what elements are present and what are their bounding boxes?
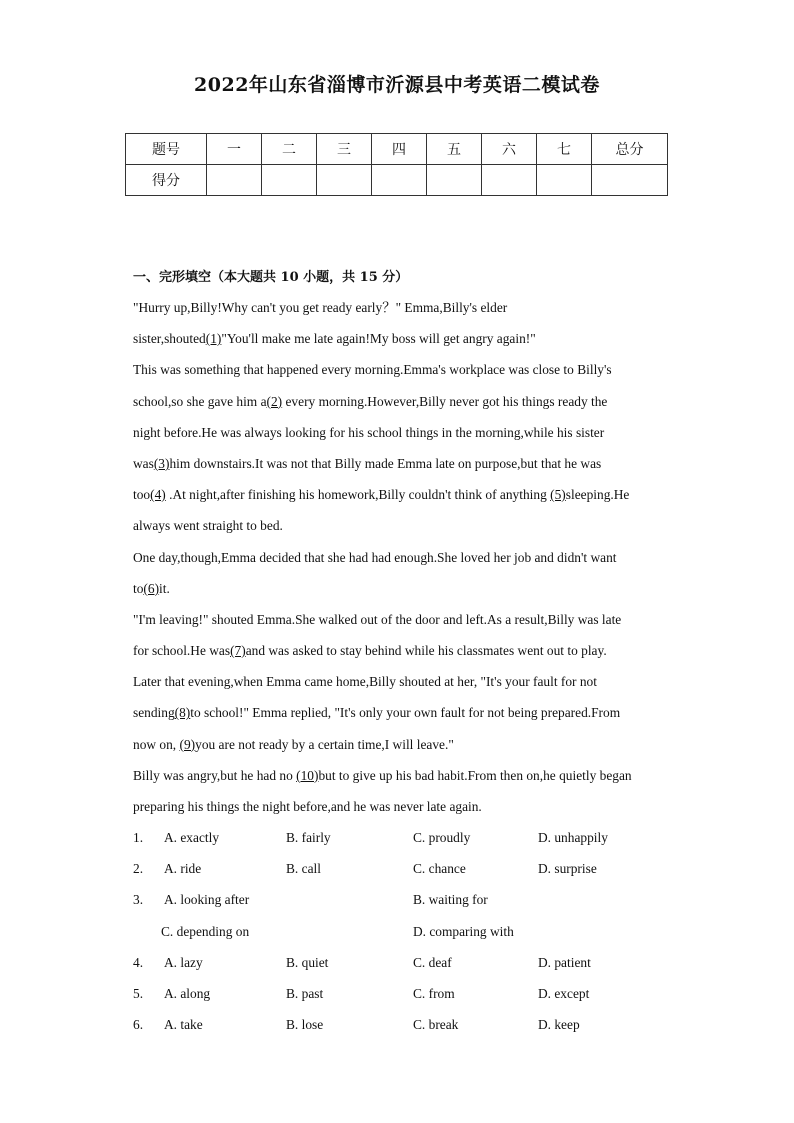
score-header-cell: 三 <box>317 134 372 165</box>
question-row <box>133 978 673 1009</box>
option-b[interactable]: B. past <box>286 985 324 1001</box>
option-a[interactable]: A. along <box>164 985 211 1001</box>
option-b[interactable]: B. quiet <box>286 954 329 970</box>
score-header-cell: 总分 <box>592 134 668 165</box>
passage-text: to school!" Emma replied, "It's only your own fault for not being prepared.From <box>190 705 621 721</box>
question-number: 6. <box>133 1017 144 1033</box>
question-options <box>133 822 673 1040</box>
score-header-cell: 四 <box>372 134 427 165</box>
passage-text: school,so she gave him a <box>133 393 267 409</box>
blank-3[interactable]: (3) <box>153 455 170 471</box>
passage-text: .At night,after finishing his homework,Billy couldn't think of anything <box>165 487 551 503</box>
question-row <box>133 947 673 978</box>
option-b[interactable]: B. waiting for <box>413 892 488 908</box>
blank-10[interactable]: (10) <box>296 767 319 783</box>
passage-line <box>133 760 663 791</box>
passage-text: but to give up his bad habit.From then on,he quietly began <box>318 767 632 783</box>
option-b[interactable]: B. call <box>286 861 321 877</box>
blank-7[interactable]: (7) <box>230 643 246 659</box>
question-number: 5. <box>133 985 144 1001</box>
passage-line: always went straight to bed. <box>133 518 283 534</box>
score-table <box>125 133 668 196</box>
option-d[interactable]: D. except <box>538 985 590 1001</box>
blank-1[interactable]: (1) <box>205 331 222 347</box>
score-cell[interactable] <box>482 165 537 196</box>
passage-text: sleeping.He <box>565 487 630 503</box>
passage-text: now on, <box>133 736 180 752</box>
score-table-score-row <box>126 165 668 196</box>
option-b[interactable]: B. fairly <box>286 830 331 845</box>
option-b[interactable]: B. lose <box>286 1017 324 1033</box>
score-header-cell: 一 <box>207 134 262 165</box>
score-table-header-row <box>126 134 668 165</box>
blank-6[interactable]: (6) <box>143 580 160 596</box>
blank-9[interactable]: (9) <box>179 736 196 752</box>
passage-line: preparing his things the night before,and he was never late again. <box>133 799 482 814</box>
question-row <box>133 884 673 915</box>
passage-text: and was asked to stay behind while his classmates went out to play. <box>245 643 607 659</box>
option-d[interactable]: D. patient <box>538 954 591 970</box>
passage-text: sending <box>133 705 175 721</box>
passage-text: for school.He was <box>133 643 231 659</box>
score-header-cell: 六 <box>482 134 537 165</box>
passage-text: every morning.However,Billy never got his things ready the <box>282 393 608 409</box>
question-row <box>133 822 673 853</box>
passage-text: him downstairs.It was not that Billy made Emma late on purpose,but that he was <box>169 455 602 471</box>
score-cell[interactable] <box>317 165 372 196</box>
score-header-cell: 二 <box>262 134 317 165</box>
passage-text: "You'll make me late again!My boss will get angry again!" <box>221 331 536 347</box>
score-cell[interactable] <box>207 165 262 196</box>
question-number: 3. <box>133 892 144 908</box>
passage-line <box>133 729 663 760</box>
passage-text: to <box>133 580 144 596</box>
score-header-cell: 七 <box>537 134 592 165</box>
option-c[interactable]: C. depending on <box>161 923 250 939</box>
option-c[interactable]: C. proudly <box>413 830 471 845</box>
option-d[interactable]: D. surprise <box>538 861 597 877</box>
passage-line <box>133 323 663 354</box>
score-cell[interactable] <box>592 165 668 196</box>
passage-text: sister,shouted <box>133 331 206 347</box>
passage-line <box>133 635 663 666</box>
passage-text: too <box>133 487 151 503</box>
option-a[interactable]: A. take <box>164 1017 203 1033</box>
passage-line: Later that evening,when Emma came home,Billy shouted at her, "It's your fault for not <box>133 674 597 690</box>
passage-line: night before.He was always looking for his school things in the morning,while his sister <box>133 424 605 440</box>
option-c[interactable]: C. from <box>413 985 455 1001</box>
option-a[interactable]: A. looking after <box>164 892 250 908</box>
passage-line: "Hurry up,Billy!Why can't you get ready early？" Emma,Billy's elder <box>133 300 508 315</box>
question-number: 4. <box>133 954 144 970</box>
blank-8[interactable]: (8) <box>174 705 191 721</box>
passage-line <box>133 479 663 510</box>
score-cell[interactable] <box>372 165 427 196</box>
blank-4[interactable]: (4) <box>150 487 166 503</box>
passage-line <box>133 386 663 417</box>
blank-5[interactable]: (5) <box>550 487 566 503</box>
score-header-cell: 题号 <box>126 134 207 165</box>
option-d[interactable]: D. unhappily <box>538 830 608 845</box>
score-cell[interactable] <box>427 165 482 196</box>
option-c[interactable]: C. deaf <box>413 954 452 970</box>
passage-text: Billy was angry,but he had no <box>133 767 297 783</box>
cloze-passage <box>133 292 663 822</box>
question-row <box>133 1009 673 1040</box>
score-row-label: 得分 <box>126 165 207 196</box>
question-number: 1. <box>133 830 144 845</box>
question-row <box>133 916 673 947</box>
passage-line: "I'm leaving!" shouted Emma.She walked out of the door and left.As a result,Billy was late <box>133 611 622 627</box>
section-heading: 一、完形填空（本大题共 10 小题，共 15 分） <box>133 270 409 285</box>
passage-text: was <box>133 455 154 471</box>
passage-line <box>133 697 663 728</box>
option-a[interactable]: A. lazy <box>164 954 203 970</box>
passage-text: you are not ready by a certain time,I will leave." <box>195 736 454 752</box>
option-d[interactable]: D. keep <box>538 1017 580 1033</box>
option-a[interactable]: A. exactly <box>164 830 220 845</box>
option-d[interactable]: D. comparing with <box>413 923 514 939</box>
score-cell[interactable] <box>537 165 592 196</box>
page-title: 2022年山东省淄博市沂源县中考英语二模试卷 <box>194 74 600 96</box>
score-header-cell: 五 <box>427 134 482 165</box>
score-cell[interactable] <box>262 165 317 196</box>
question-row <box>133 853 673 884</box>
blank-2[interactable]: (2) <box>266 393 283 409</box>
passage-line <box>133 573 663 604</box>
option-c[interactable]: C. break <box>413 1017 459 1033</box>
question-number: 2. <box>133 861 144 877</box>
passage-text: it. <box>159 580 170 596</box>
passage-line: One day,though,Emma decided that she had had enough.She loved her job and didn't want <box>133 549 617 565</box>
option-c[interactable]: C. chance <box>413 861 466 877</box>
passage-line: This was something that happened every morning.Emma's workplace was close to Billy's <box>133 362 612 378</box>
passage-line <box>133 448 663 479</box>
option-a[interactable]: A. ride <box>164 861 202 877</box>
